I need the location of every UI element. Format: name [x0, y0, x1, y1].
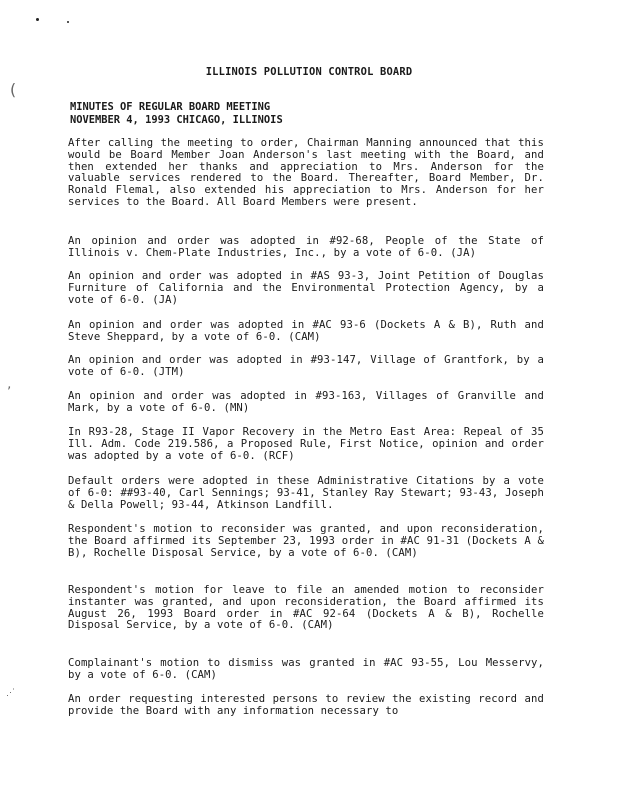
board-title: ILLINOIS POLLUTION CONTROL BOARD — [205, 66, 413, 78]
paragraph-item: Respondent's motion to reconsider was granted, and upon reconsideration, the Board affirmed its September 23, 1993 order in #AC 91-31 (Dockets A & B), Rochelle Disposal Service, by a vote of 6-0. (CAM) — [68, 523, 544, 559]
paragraph-item: An opinion and order was adopted in #AS 93-3, Joint Petition of Douglas Furniture of California and the Environmental Protection Agency, by a vote of 6-0. (JA) — [68, 270, 544, 306]
paragraph-item: An opinion and order was adopted in #92-68, People of the State of Illinois v. Chem-Plate Industries, Inc., by a vote of 6-0. (JA) — [68, 235, 544, 259]
paragraph-item: Default orders were adopted in these Administrative Citations by a vote of 6-0: ##93-40, Carl Sennings; 93-41, Stanley Ray Stewart; 93-43, Joseph & Della Powell; 93-44, Atkinson Landfill. — [68, 475, 544, 511]
margin-mark: ⋰ — [6, 688, 15, 698]
paragraph-item: An opinion and order was adopted in #93-163, Villages of Granville and Mark, by a vote of 6-0. (MN) — [68, 390, 544, 414]
paragraph-item: An opinion and order was adopted in #93-147, Village of Grantfork, by a vote of 6-0. (JTM) — [68, 354, 544, 378]
minutes-header-line1: MINUTES OF REGULAR BOARD MEETING — [70, 101, 271, 113]
margin-mark: , — [6, 378, 13, 391]
scan-speck — [36, 18, 39, 21]
paragraph-item: An order requesting interested persons to review the existing record and provide the Board with any information necessary to — [68, 693, 544, 717]
paragraph-item: An opinion and order was adopted in #AC 93-6 (Dockets A & B), Ruth and Steve Sheppard, by a vote of 6-0. (CAM) — [68, 319, 544, 343]
scan-speck — [67, 21, 69, 23]
paragraph-opening: After calling the meeting to order, Chairman Manning announced that this would be Board Member Joan Anderson's last meeting with the Board, and then extended her thanks and appreciation to Mrs. Anderson for the valuable services rendered to the Board. Thereafter, Board Member, Dr. Ronald Flemal, also extended his appreciation to Mrs. Anderson for her services to the Board. All Board Members were present. — [68, 137, 544, 208]
minutes-header-line2: NOVEMBER 4, 1993 CHICAGO, ILLINOIS — [70, 114, 283, 126]
paragraph-item: In R93-28, Stage II Vapor Recovery in the Metro East Area: Repeal of 35 Ill. Adm. Code 219.586, a Proposed Rule, First Notice, opinion and order was adopted by a vote of 6-0. (RCF) — [68, 426, 544, 462]
paragraph-item: Complainant's motion to dismiss was granted in #AC 93-55, Lou Messervy, by a vote of 6-0. (CAM) — [68, 657, 544, 681]
paragraph-item: Respondent's motion for leave to file an amended motion to reconsider instanter was granted, and upon reconsideration, the Board affirmed its August 26, 1993 Board order in #AC 92-64 (Dockets A & B), Rochelle Disposal Service, by a vote of 6-0. (CAM) — [68, 584, 544, 632]
margin-mark: ( — [8, 80, 18, 99]
